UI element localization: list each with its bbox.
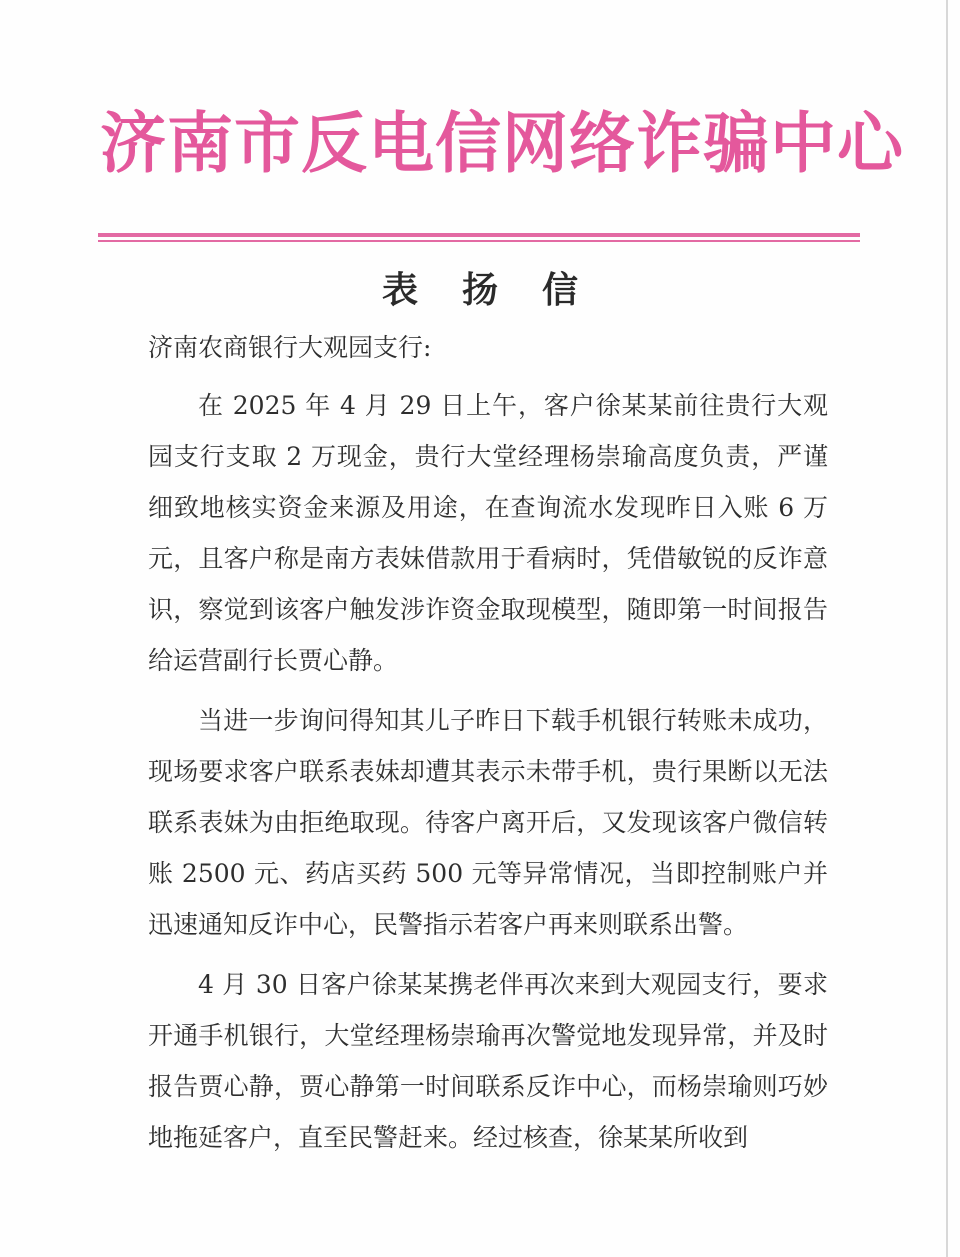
letterhead-rule-thin xyxy=(98,240,860,242)
document-body xyxy=(148,322,828,1163)
paragraph-3: 4 月 30 日客户徐某某携老伴再次来到大观园支行，要求开通手机银行，大堂经理杨崇瑜再次警觉地发现异常，并及时报告贾心静，贾心静第一时间联系反诈中心，而杨崇瑜则巧妙地拖延客户，直至民警赶来。经过核查，徐某某所收到 xyxy=(148,970,828,1152)
paragraph-2: 当进一步询问得知其儿子昨日下载手机银行转账未成功，现场要求客户联系表妹却遭其表示未带手机，贵行果断以无法联系表妹为由拒绝取现。待客户离开后，又发现该客户微信转账 2500 元、药店买药 500 元等异常情况，当即控制账户并迅速通知反诈中心，民警指示若客户再来则联系出警。 xyxy=(148,706,828,939)
letterhead-rule-thick xyxy=(98,233,860,237)
document-title: 表扬信 xyxy=(381,269,622,311)
addressee: 济南农商银行大观园支行: xyxy=(148,333,432,362)
scan-edge-line xyxy=(946,0,948,1257)
paragraph-1: 在 2025 年 4 月 29 日上午，客户徐某某前往贵行大观园支行支取 2 万现金，贵行大堂经理杨崇瑜高度负责，严谨细致地核实资金来源及用途，在查询流水发现昨日入账 6 万元，且客户称是南方表妹借款用于看病时，凭借敏锐的反诈意识，察觉到该客户触发涉诈资金取现模型，随即第一时间报告给运营副行长贾心静。 xyxy=(148,391,828,675)
letterhead-org-name: 济南市反电信网络诈骗中心 xyxy=(100,104,904,182)
